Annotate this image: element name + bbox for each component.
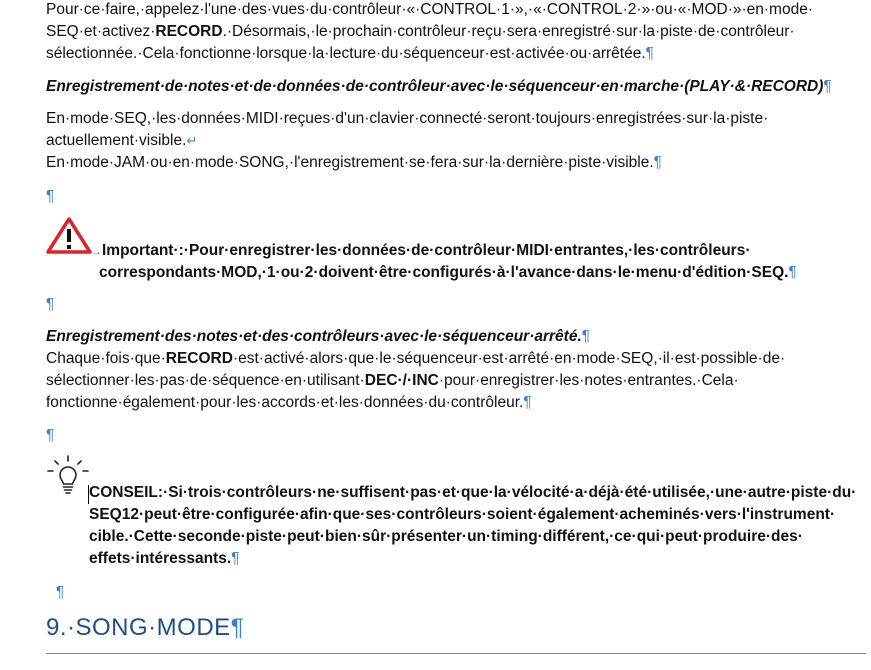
paragraph-line: actuellement·visible.↵: [46, 132, 198, 149]
important-note-line: correspondants·MOD,·1·ou·2·doivent·être·configurés·à·l'avance·dans·le·menu·d'édition·SEQ.¶: [99, 264, 797, 281]
paragraph-line: fonctionne·également·pour·les·accords·et·les·données·du·contrôleur.¶: [46, 394, 532, 411]
line-break-mark: ↵: [186, 133, 198, 148]
subheading-play-record: Enregistrement·de·notes·et·de·données·de·contrôleur·avec·le·séquenceur·en·marche·(PLAY·&·RECORD)¶: [46, 78, 832, 95]
important-note-line: →Important·:·Pour·enregistrer·les·données·de·contrôleur·MIDI·entrantes,·les·contrôleurs·: [90, 242, 751, 259]
tab-arrow-mark: →: [90, 244, 102, 258]
paragraph-line: Chaque·fois·que·RECORD·est·activé·alors·que·le·séquenceur·est·arrêté·en·mode·SEQ,·il·est·possible·de·: [46, 350, 786, 367]
tip-line: SEQ12·peut·être·configurée·afin·que·ses·contrôleurs·soient·également·acheminés·vers·l'instrument·: [89, 506, 836, 523]
subheading-stopped: Enregistrement·des·notes·et·des·contrôleurs·avec·le·séquenceur·arrêté.¶: [46, 328, 591, 345]
paragraph-line: SEQ·et·activez·RECORD.·Désormais,·le·prochain·contrôleur·reçu·sera·enregistré·sur·la·piste·de·contrôleur·: [46, 23, 795, 40]
empty-paragraph: ¶: [46, 296, 55, 313]
pilcrow-mark: ¶: [645, 45, 654, 62]
tip-line: effets·intéressants.¶: [89, 550, 240, 567]
lightbulb-icon: [46, 455, 90, 499]
paragraph-line: sélectionner·les·pas·de·séquence·en·utilisant·DEC·/·INC·pour·enregistrer·les·notes·entrantes.·Cela·: [46, 372, 739, 389]
section-heading-song-mode: 9.·SONG·MODE¶: [46, 614, 245, 641]
paragraph-line: sélectionnée.·Cela·fonctionne·lorsque·la·lecture·du·séquenceur·est·activée·ou·arrêtée.¶: [46, 45, 654, 62]
empty-paragraph: ¶: [56, 584, 65, 601]
record-bold: RECORD: [155, 23, 223, 40]
paragraph-line: Pour·ce·faire,·appelez·l'une·des·vues·du·contrôleur·«·CONTROL·1·»,·«·CONTROL·2·»·ou·«·MOD·»·en·mode·: [46, 1, 813, 18]
empty-paragraph: ¶: [46, 427, 55, 444]
paragraph-line: En·mode·JAM·ou·en·mode·SONG,·l'enregistrement·se·fera·sur·la·dernière·piste·visible.¶: [46, 154, 662, 171]
warning-triangle-icon: [46, 216, 92, 254]
tip-line: CONSEIL:·Si·trois·contrôleurs·ne·suffisent·pas·et·que·la·vélocité·a·déjà·été·utilisée,·une·autre·piste·du·: [89, 484, 857, 501]
empty-paragraph: ¶: [46, 188, 55, 205]
heading-underline: [46, 653, 866, 654]
paragraph-line: En·mode·SEQ,·les·données·MIDI·reçues·d'un·clavier·connecté·seront·toujours·enregistrées·sur·la·piste·: [46, 110, 769, 127]
tip-line: cible.·Cette·seconde·piste·peut·bien·sûr·présenter·un·timing·différent,·ce·qui·peut·produire·des·: [89, 528, 803, 545]
